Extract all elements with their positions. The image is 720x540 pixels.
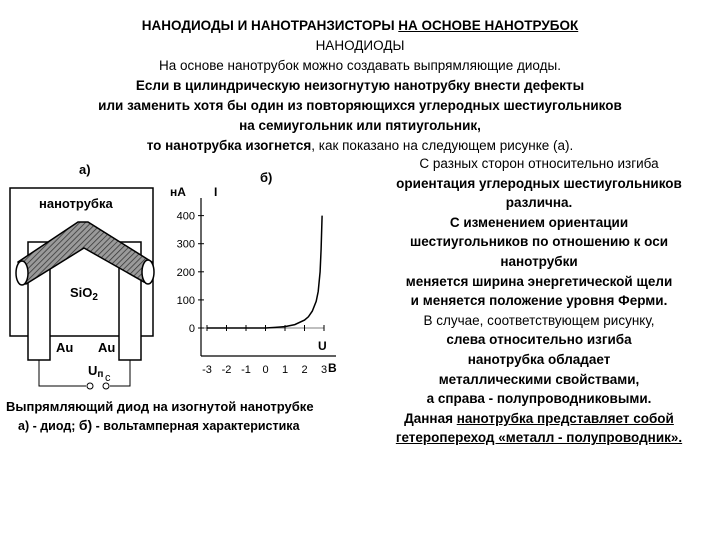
intro-line-5-rest: , как показано на следующем рисунке (а).: [311, 138, 574, 153]
electrode-left-label: Au: [56, 340, 74, 355]
figure-a-label: а): [79, 162, 91, 177]
intro-line-5-bold: то нанотрубка изогнется: [146, 138, 312, 153]
y-tick-label: 200: [176, 266, 195, 279]
title-underlined: НА ОСНОВЕ НАНОТРУБОК: [398, 18, 579, 33]
right-line-8: и меняется положение уровня Ферми.: [410, 293, 668, 309]
caption-b: б): [78, 417, 93, 433]
right-line-13: а справа - полупроводниковыми.: [426, 391, 652, 407]
voltage-label: [88, 363, 103, 380]
switch-label: c: [105, 372, 111, 384]
nanotube-label: нанотрубка: [39, 196, 113, 211]
right-line-10: слева относительно изгиба: [446, 332, 632, 348]
y-unit-label: нА: [170, 185, 186, 199]
right-line-1: С разных сторон относительно изгиба: [419, 156, 659, 171]
caption-a: а) - диод;: [18, 419, 79, 433]
caption-line-1: Выпрямляющий диод на изогнутой нанотрубке: [6, 399, 314, 414]
right-line-9: В случае, соответствующем рисунку,: [423, 312, 655, 328]
x-tick-label: 1: [281, 364, 289, 376]
figure-b-label: б): [260, 170, 273, 185]
substrate-subscript: 2: [92, 292, 98, 303]
y-ticks: [177, 211, 204, 335]
right-line-7: меняется ширина энергетической щели: [405, 273, 673, 289]
intro-line-5: [0, 137, 720, 155]
intro-line-4: на семиугольник или пятиугольник,: [239, 118, 481, 133]
title-main: НАНОДИОДЫ И НАНОТРАНЗИСТОРЫ: [141, 18, 399, 33]
intro-line-3: или заменить хотя бы один из повторяющихся углеродных шестиугольников: [98, 98, 622, 113]
right-line-6: нанотрубки: [500, 253, 578, 269]
intro-line-2: Если в цилиндрическую неизогнутую нанотрубку внести дефекты: [135, 78, 585, 93]
nanotube-left-end: [16, 261, 28, 285]
iv-curve: [207, 216, 322, 328]
x-tick-label: -3: [202, 364, 212, 376]
right-line-15: гетеропереход «металл - полупроводник».: [395, 430, 683, 446]
page-subtitle: НАНОДИОДЫ: [315, 38, 405, 53]
page-title: [0, 17, 720, 35]
current-label: I: [214, 185, 218, 199]
y-tick-label: 0: [188, 323, 195, 335]
y-tick-label: 100: [176, 294, 195, 307]
right-line-12: металлическими свойствами,: [438, 371, 640, 387]
wire-left: [39, 360, 86, 386]
x-tick-label: -1: [241, 364, 251, 376]
right-line-14-underlined: нанотрубка представляет собой: [456, 410, 674, 426]
right-line-14-plain: Данная: [404, 410, 457, 426]
x-tick-label: 0: [262, 364, 269, 376]
voltage-axis-label: U: [318, 339, 327, 353]
figure-a-diagram: [6, 160, 171, 400]
right-line-14: [360, 409, 718, 429]
caption-rest: - вольтамперная характеристика: [92, 419, 300, 433]
wire-right: [110, 360, 130, 386]
caption-line-2: [18, 416, 300, 435]
figure-b-chart: [168, 160, 353, 380]
right-line-3: различна.: [505, 195, 573, 211]
right-line-4: С изменением ориентации: [449, 214, 629, 230]
voltage-subscript: п: [97, 369, 104, 380]
right-line-2: ориентация углеродных шестиугольников: [396, 175, 682, 191]
right-line-11: нанотрубка обладает: [467, 351, 611, 367]
x-tick-label: 3: [320, 364, 328, 376]
x-ticks: [201, 325, 327, 376]
electrode-right-label: Au: [98, 340, 116, 355]
x-tick-label: 2: [301, 364, 308, 376]
y-tick-label: 400: [176, 210, 195, 223]
x-unit-label: В: [328, 361, 337, 375]
right-text-block: [360, 154, 718, 448]
x-tick-label: -2: [221, 364, 232, 376]
intro-line-1: На основе нанотрубок можно создавать выпрямляющие диоды.: [159, 58, 561, 73]
voltage-main: U: [88, 363, 98, 378]
y-tick-label: 300: [176, 238, 195, 251]
nanotube-right-end: [142, 260, 154, 284]
right-line-5: шестиугольников по отношению к оси: [409, 234, 669, 250]
terminal-left: [87, 383, 93, 389]
substrate-main: SiO: [70, 285, 93, 300]
